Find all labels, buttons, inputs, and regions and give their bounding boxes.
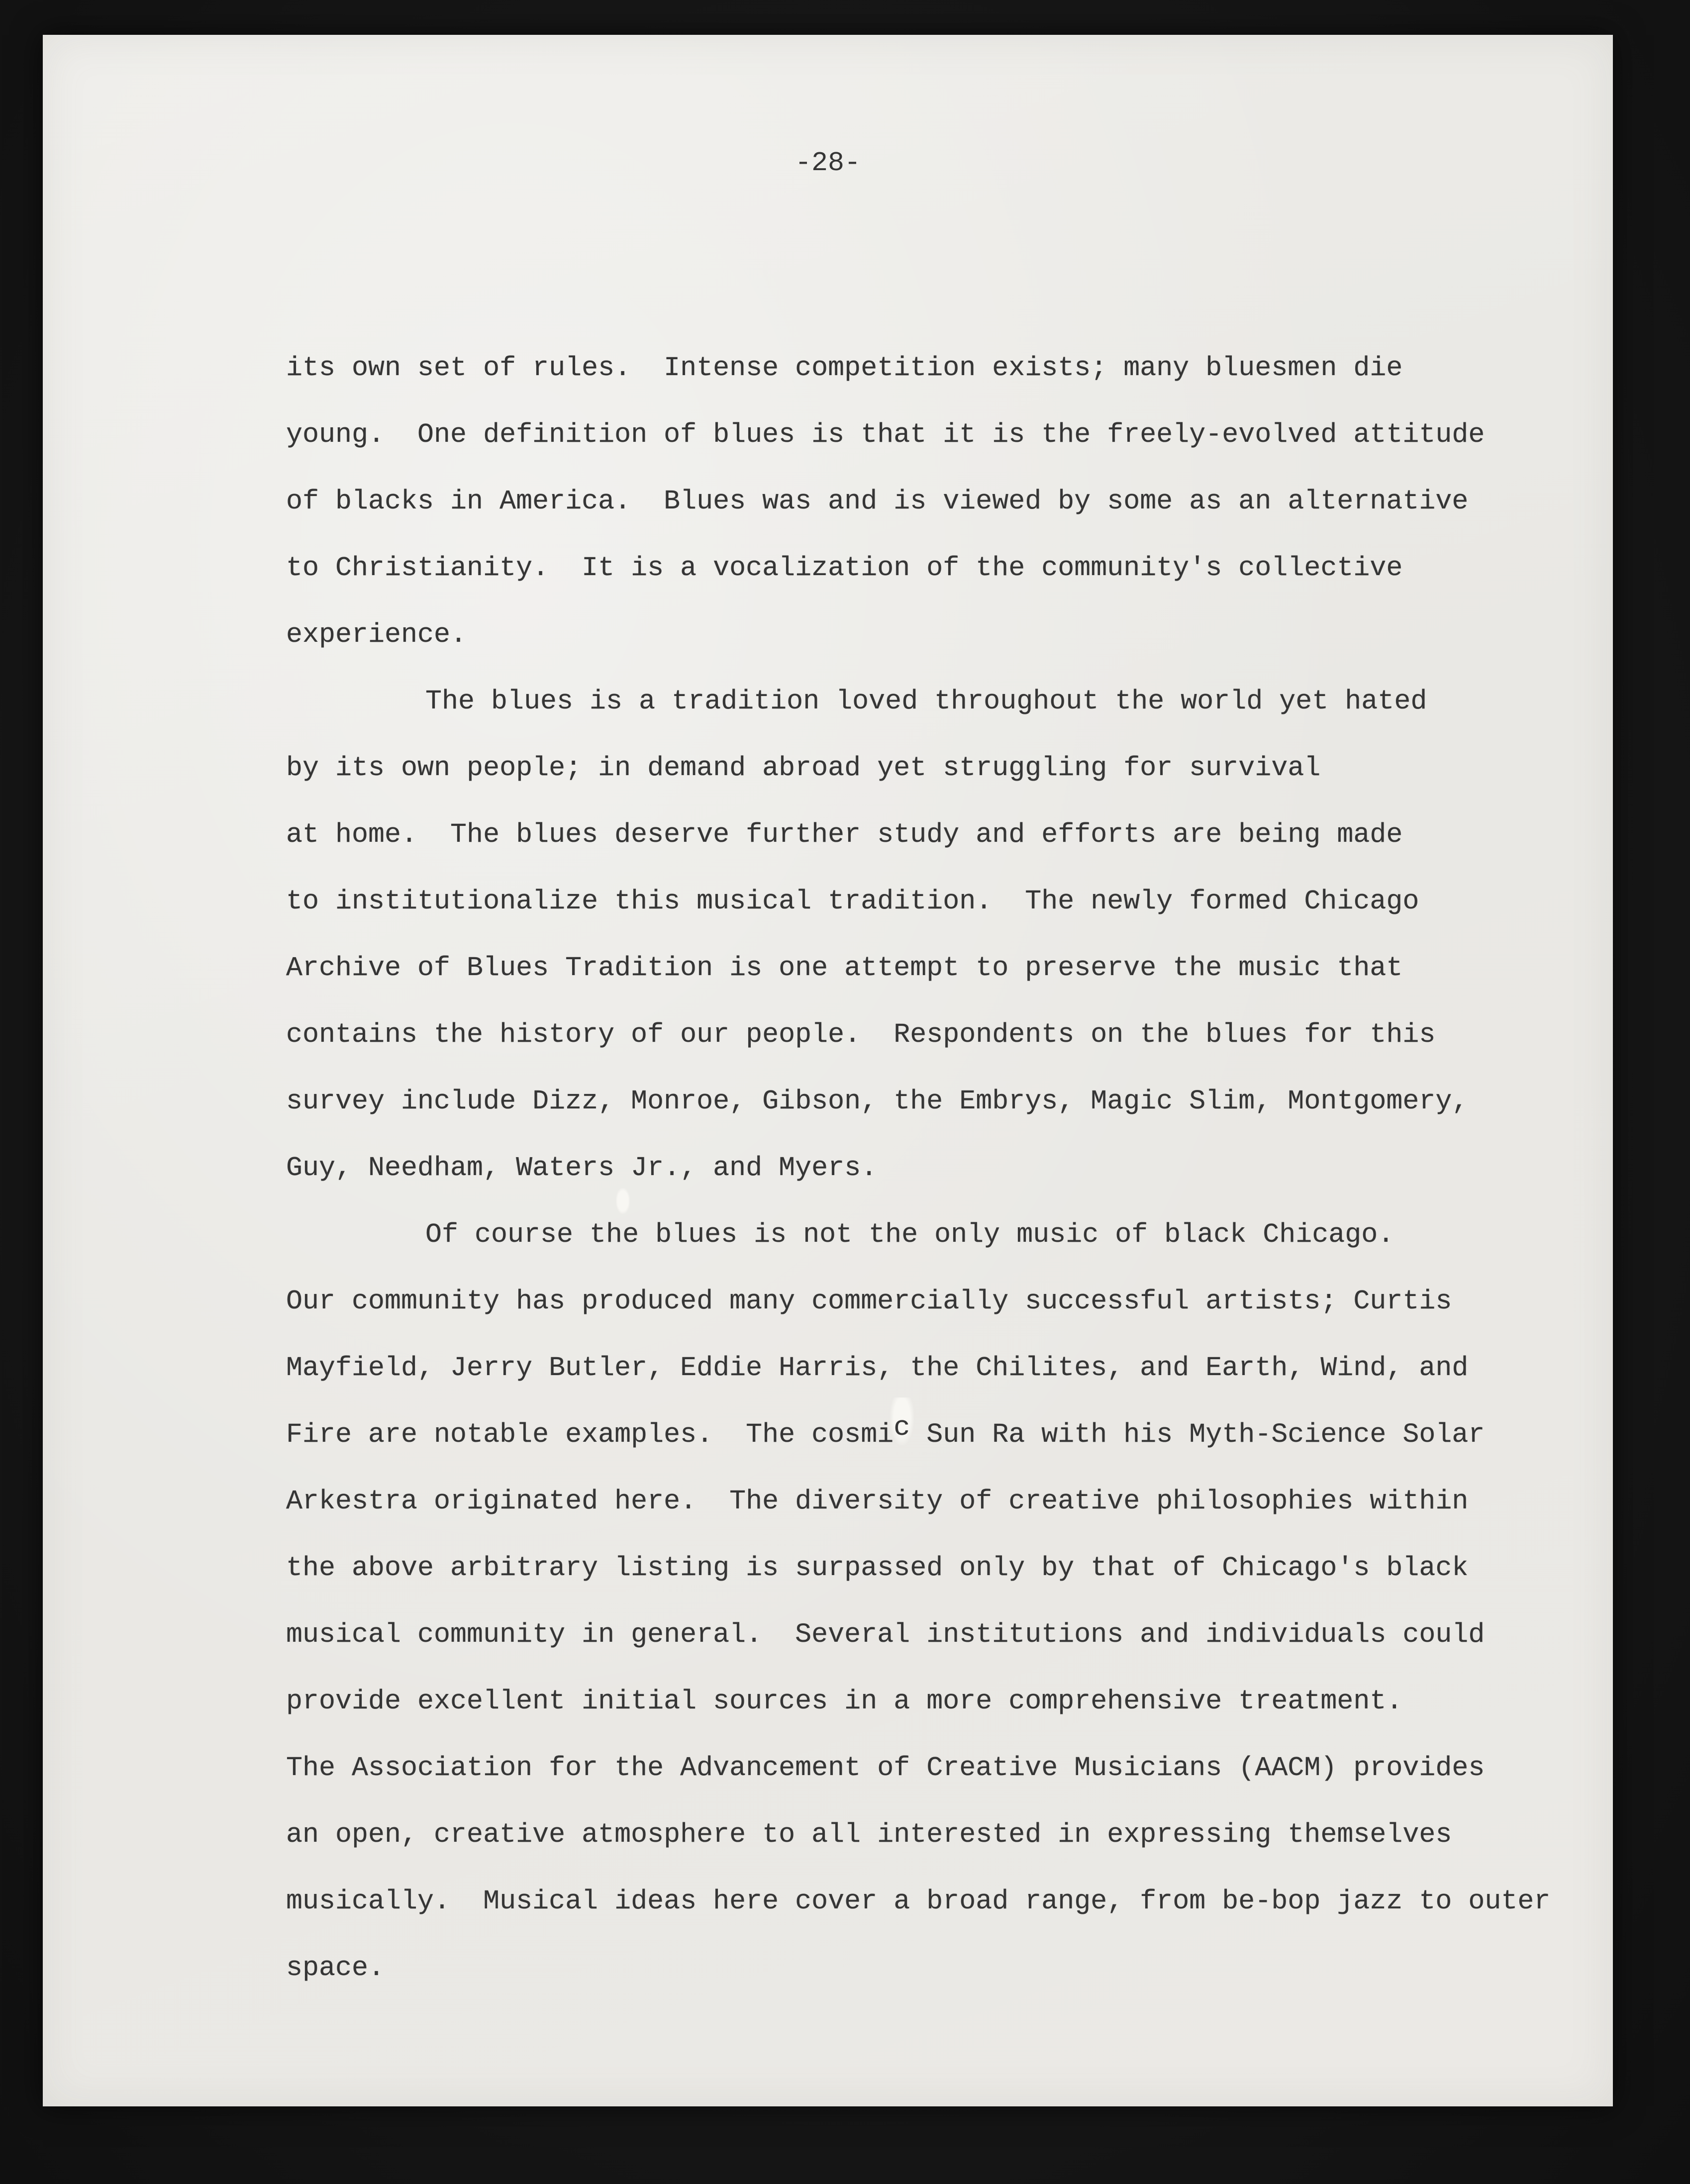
text-line: to institutionalize this musical tradition. The newly formed Chicago: [286, 886, 1419, 917]
text-line: Fire are notable examples. The cosmic Sun Ra with his Myth-Science Solar: [286, 1401, 1583, 1468]
text-line: to Christianity. It is a vocalization of the community's collective: [286, 552, 1403, 584]
text-line: Archive of Blues Tradition is one attempt to preserve the music that: [286, 952, 1403, 984]
text-line: Our community has produced many commercially successful artists; Curtis: [286, 1286, 1452, 1317]
typed-correction: c: [894, 1394, 910, 1461]
page-number: -28-: [795, 147, 861, 179]
text-line: provide excellent initial sources in a more comprehensive treatment.: [286, 1686, 1403, 1717]
text-line: young. One definition of blues is that it is the freely-evolved attitude: [286, 419, 1485, 450]
document-page: [43, 35, 1613, 2106]
whiteout-mark: [614, 1152, 631, 1184]
text-line: survey include Dizz, Monroe, Gibson, the Embrys, Magic Slim, Montgomery,: [286, 1086, 1469, 1117]
text-line: of blacks in America. Blues was and is viewed by some as an alternative: [286, 486, 1469, 517]
text-line: The Association for the Advancement of Creative Musicians (AACM) provides: [286, 1752, 1485, 1784]
text-line: contains the history of our people. Respondents on the blues for this: [286, 1019, 1436, 1050]
text-line: at home. The blues deserve further study and efforts are being made: [286, 819, 1403, 850]
text-line: musically. Musical ideas here cover a broad range, from be-bop jazz to outer: [286, 1886, 1551, 1917]
text-line: musical community in general. Several institutions and individuals could: [286, 1619, 1485, 1650]
text-line: its own set of rules. Intense competition exists; many bluesmen die: [286, 352, 1403, 384]
text-line: by its own people; in demand abroad yet struggling for survival: [286, 752, 1321, 784]
text-lines: [286, 335, 1583, 2001]
text-line: Of course the blues is not the only music of black Chicago.: [425, 1219, 1394, 1250]
text-line: an open, creative atmosphere to all interested in expressing themselves: [286, 1819, 1452, 1850]
text-line: Guy, Needham, Waters Jr., and Myers.: [286, 1152, 878, 1184]
text-line: Arkestra originated here. The diversity of creative philosophies within: [286, 1486, 1469, 1517]
text-line: experience.: [286, 619, 467, 650]
text-line: The blues is a tradition loved throughout the world yet hated: [425, 686, 1427, 717]
text-line: space.: [286, 1952, 385, 1984]
text-line: Mayfield, Jerry Butler, Eddie Harris, the Chilites, and Earth, Wind, and: [286, 1352, 1469, 1384]
text-line: the above arbitrary listing is surpassed only by that of Chicago's black: [286, 1552, 1469, 1584]
